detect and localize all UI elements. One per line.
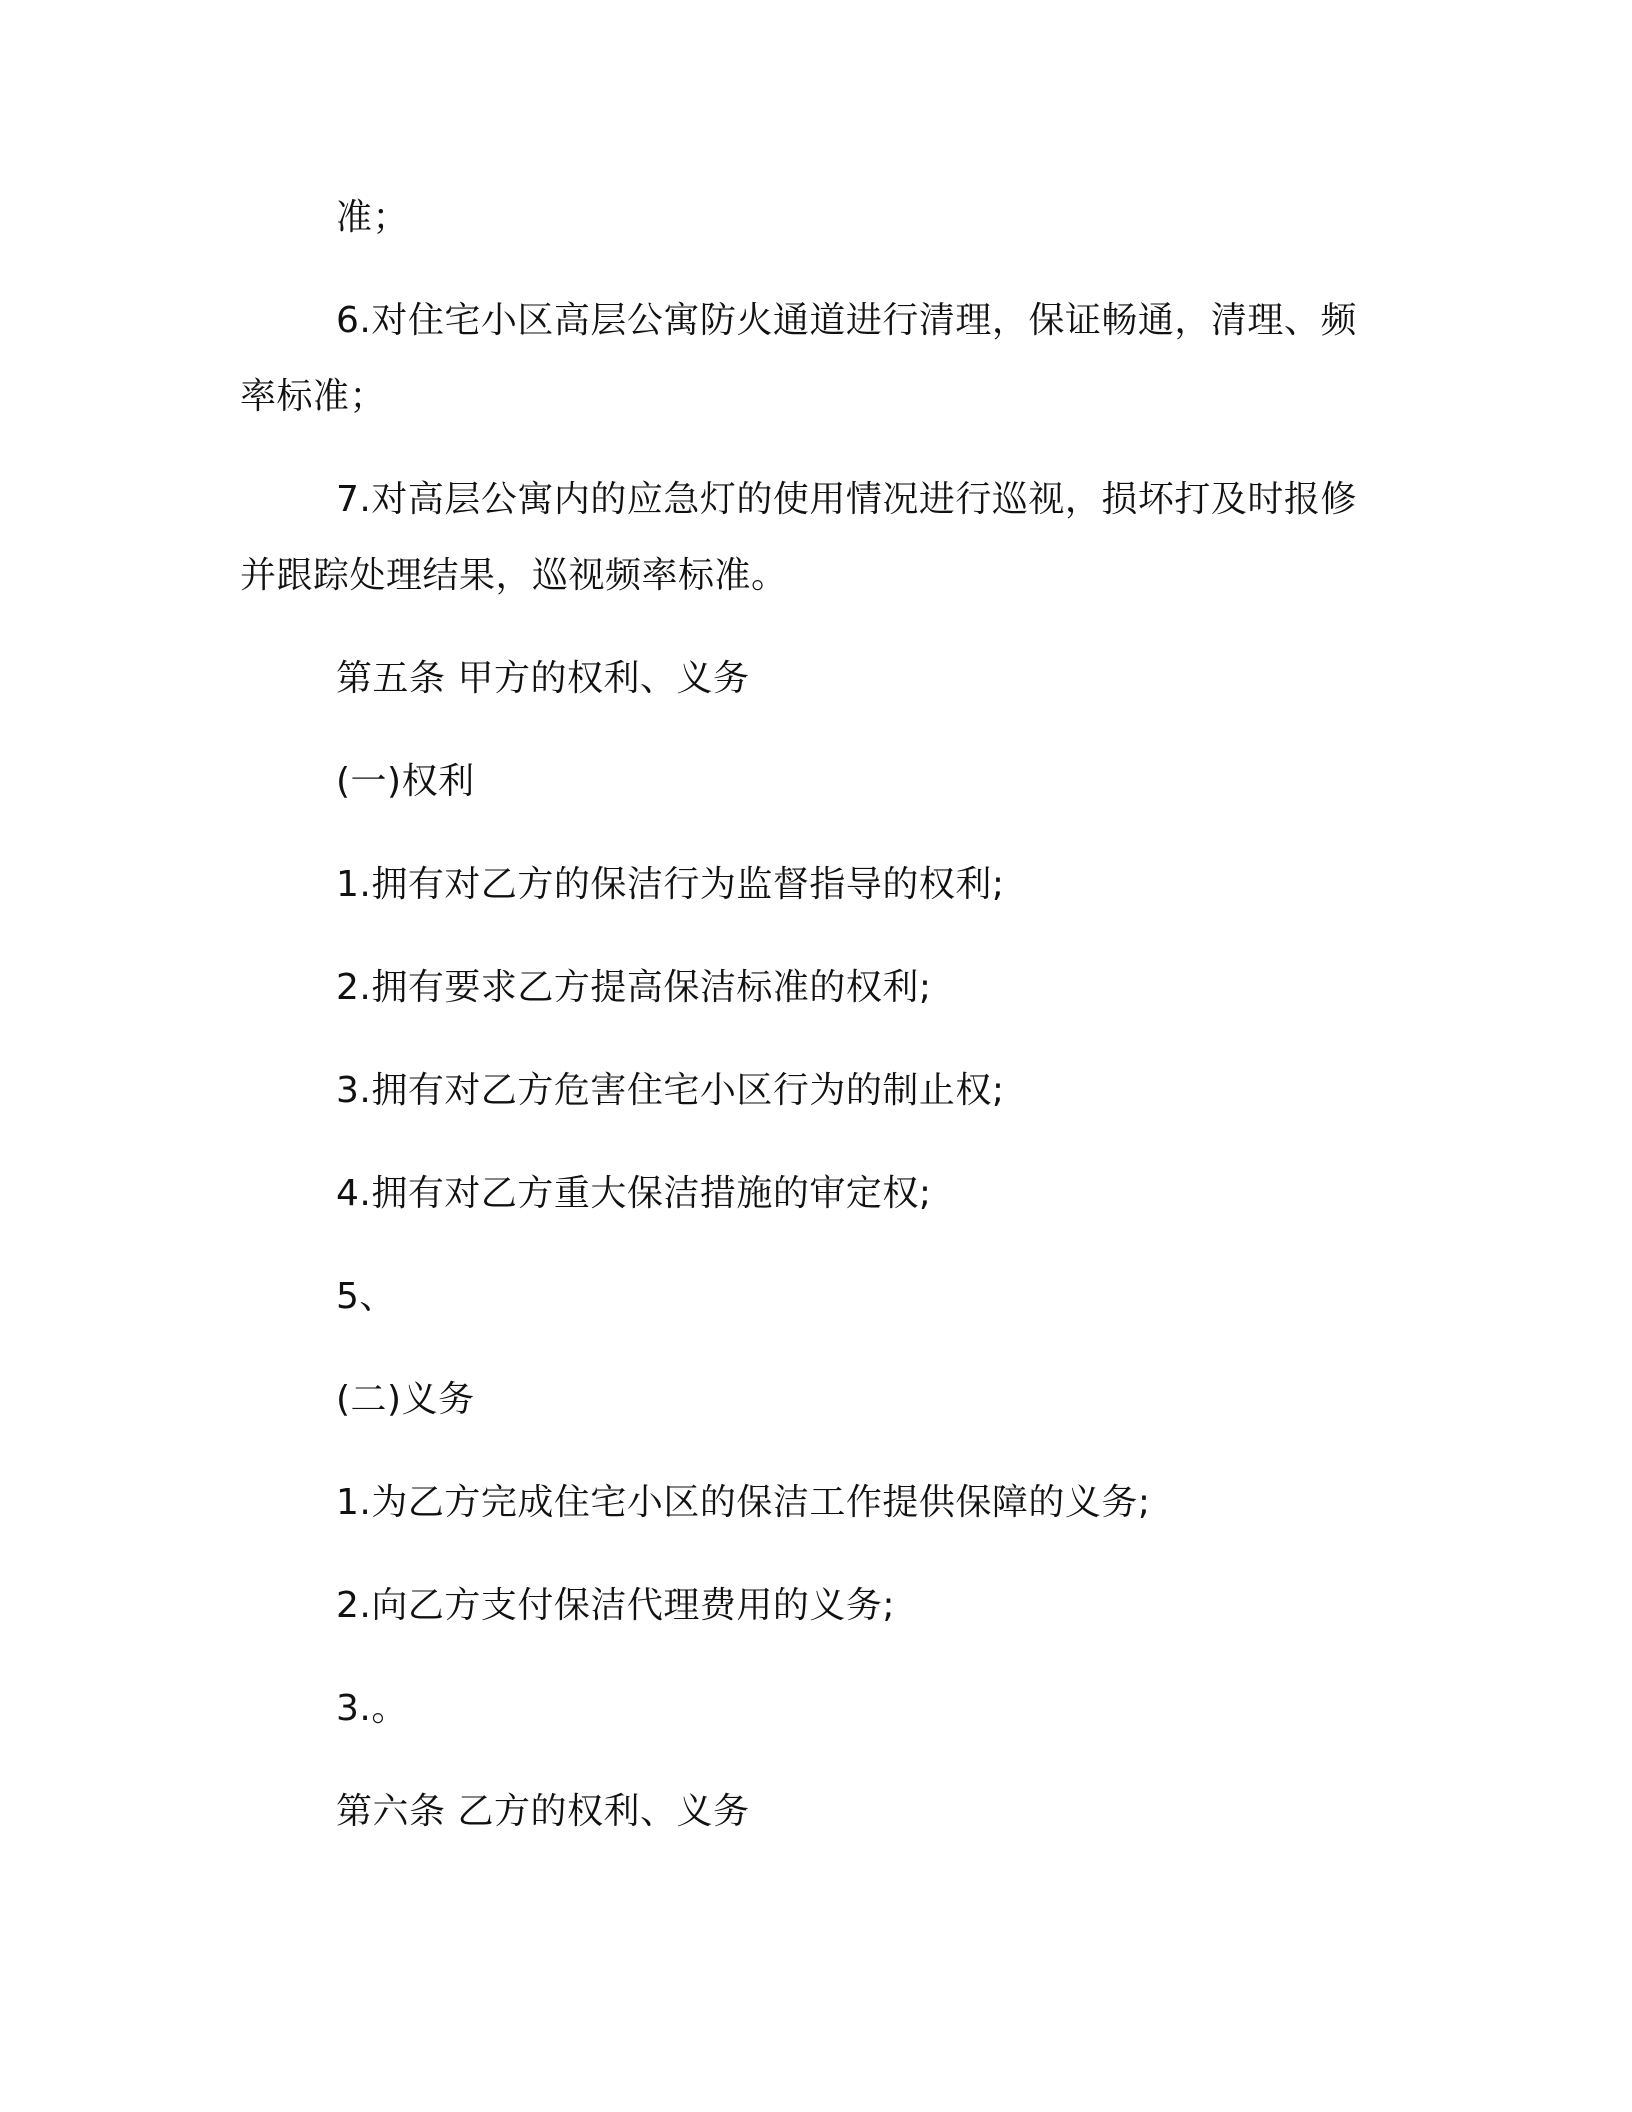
obligations-item-2: 2.向乙方支付保洁代理费用的义务; — [336, 1585, 895, 1626]
rights-item-5: 5、 — [336, 1276, 396, 1317]
article-6-heading: 第六条 乙方的权利、义务 — [336, 1791, 750, 1832]
rights-item-4: 4.拥有对乙方重大保洁措施的审定权; — [336, 1173, 932, 1214]
rights-item-3: 3.拥有对乙方危害住宅小区行为的制止权; — [336, 1070, 1005, 1111]
obligations-item-1: 1.为乙方完成住宅小区的保洁工作提供保障的义务; — [336, 1482, 1151, 1523]
rights-item-2: 2.拥有要求乙方提高保洁标准的权利; — [336, 967, 932, 1008]
paragraph-item-7: 7.对高层公寓内的应急灯的使用情况进行巡视，损坏打及时报修并跟踪处理结果，巡视频率标准。 — [240, 479, 1357, 596]
section-rights-heading: (一)权利 — [336, 761, 475, 802]
article-5-heading: 第五条 甲方的权利、义务 — [336, 658, 750, 699]
rights-item-1: 1.拥有对乙方的保洁行为监督指导的权利; — [336, 864, 1005, 905]
section-obligations-heading: (二)义务 — [336, 1379, 475, 1420]
paragraph-fragment-standard: 准； — [336, 197, 410, 238]
obligations-item-3: 3.。 — [336, 1688, 408, 1729]
document-body — [240, 180, 1380, 1877]
paragraph-item-6: 6.对住宅小区高层公寓防火通道进行清理，保证畅通，清理、频率标准； — [240, 300, 1357, 417]
